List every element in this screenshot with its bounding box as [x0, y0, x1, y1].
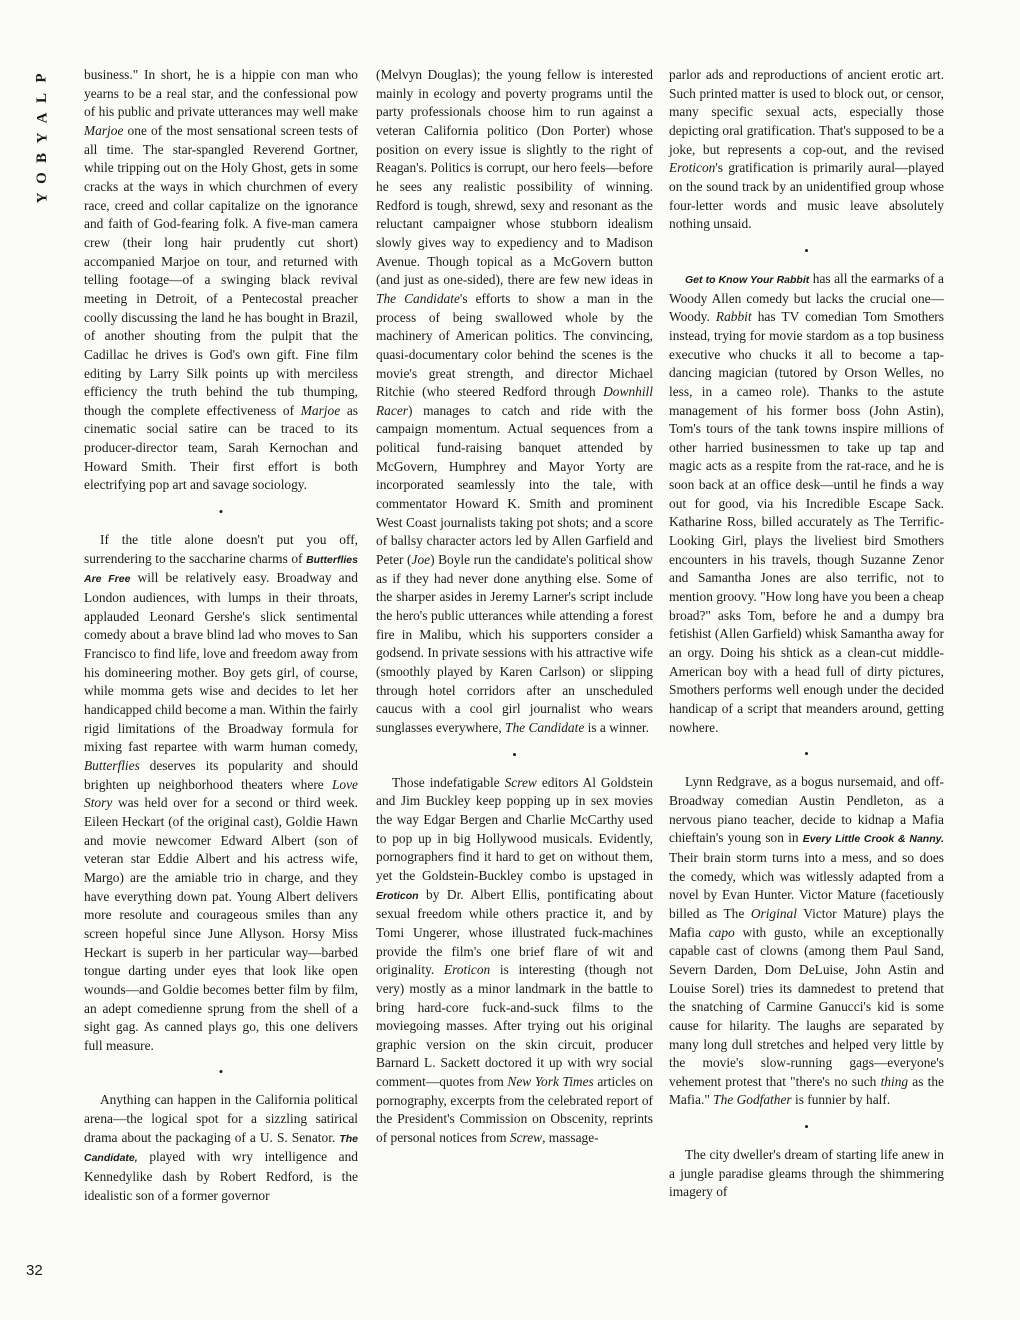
film-title: The Candidate, [84, 1132, 358, 1165]
publication-title: Screw [504, 774, 537, 790]
film-title: Marjoe [300, 402, 341, 418]
film-title: Butterflies [84, 757, 140, 773]
film-title: Marjoe [84, 122, 124, 138]
paragraph-eroticon-review: Those indefatigable Screw editors Al Goldstein and Jim Buckley keep popping up in sex movies the way Edgar Bergen and Charlie McCarthy used to pop up in big Hollywood musicals. Evidently, pornographers find it hard to get on without them, yet the Goldstein-Buckley combo is upstaged in Eroticon by Dr. Albert Ellis, pontificating about sexual freedom while others practice it, and by Tomi Ungerer, whose illustrated fuck-machines provide the film's one brief flare of wit and originality. Eroticon is interesting (though not very) mostly as a minor landmark in the battle to bring hard-core fuck-and-suck films to the moviegoing masses. After trying out his original graphic version on the skin circuit, producer Barnard L. Sackett doctored it up with wry social comment—quotes from New York Times articles on pornography, excerpts from the celebrated report of the President's Commission on Obscenity, reprints of personal notices from Screw, massage- [376, 774, 654, 1146]
masthead-letter: B [33, 152, 50, 164]
film-title: Get to Know Your Rabbit [685, 273, 810, 286]
film-title: Butterflies Are Free [84, 553, 358, 586]
film-title: The Candidate [376, 290, 460, 306]
film-title: Downhill Racer [376, 384, 653, 418]
film-title: Every Little Crook & Nanny. [802, 833, 944, 846]
paragraph-eroticon-continued: parlor ads and reproductions of ancient erotic art. Such printed matter is used to block out, or censor, many specific sexual acts, especially those depicting oral gratification. That's supposed to be a joke, but represents a cop-out, and the revised Eroticon's gratification is primarily aural—played on the sound track by an unidentified group whose four-letter words and music leave absolutely nothing unsaid. [669, 67, 944, 232]
publication-title: New York Times [507, 1074, 594, 1090]
masthead-letter: Y [34, 192, 50, 204]
paragraph-candidate-continued: (Melvyn Douglas); the young fellow is interested mainly in ecology and poverty programs until the party professionals choose him to run against a veteran California politico (Don Porter) whose position on every issue is slightly to the right of Reagan's. Politics is corrupt, our hero feels—before he sees any realistic possibility of winning. Redford is tough, shrewd, sexy and resonant as the reluctant campaigner whose stubborn idealism slowly gives way to expediency and to Madison Avenue. Though topical as a McGovern button (and just as one-sided), there are few new ideas in The Candidate's efforts to show a man in the process of being swallowed whole by the machinery of American politics. The convincing, quasi-documentary color behind the scenes is the movie's great strength, and director Michael Ritchie (who steered Redford through Downhill Racer) manages to catch and ride with the campaign momentum. Actual sequences from a political fund-raising banquet attended by McGovern, Humphrey and Mayor Yorty are incorporated seamlessly into the tale, with commentator Howard K. Smith and prominent West Coast journalists taking pot shots; and a score of ballsy character actors led by Allen Garfield and Peter (Joe) Boyle run the candidate's political show as if they had never done anything else. Some of the sharper asides in Jeremy Larner's script include the hero's public utterances while attending a forest fire in Malibu, which his supporters consider a godsend. In private sessions with his attractive wife (smoothly played by Karen Carlson) or slipping through hotel corridors after an unscheduled caucus with a cool girl journalist who wears sunglasses everywhere, The Candidate is a winner. [376, 67, 653, 735]
film-title: Eroticon [443, 962, 491, 978]
masthead-letter: P [33, 73, 50, 83]
paragraph-rabbit-review: Get to Know Your Rabbit has all the earmarks of a Woody Allen comedy but lacks the crucial one—Woody. Rabbit has TV comedian Tom Smothers instead, trying for movie stardom as a top business executive who chucks it all to become a tap-dancing magician (tutored by Orson Welles, no less, in a cameo role). Thanks to the astute management of his former boss (John Astin), Tom's tours of the tank towns inspire millions of other harried businessmen to take up tap and magic acts as a respite from the rat-race, and he is soon back at an office desk—until he finds a way out for good, via his Incredible Escape Sack. Katharine Ross, billed accurately as The Terrific-Looking Girl, plays the liveliest bird Smothers encounters in his travels, though Suzanne Zenor and Samantha Jones are also terrific, not to mention groovy. "How long have you been a cheap broad?" asks Tom, before he and a dumpy bra fetishist (Allen Garfield) whisk Samantha away for an orgy. Doing his shtick as a clean-cut middle-American boy with a head full of dirty pictures, Smothers performs well enough under the decided handicap of a script that meanders around, getting nowhere. [669, 270, 944, 735]
paragraph-candidate-review: Anything can happen in the California political arena—the logical spot for a sizzling satirical drama about the packaging of a U. S. Senator. The Candidate, played with wry intelligence and Kennedylike dash by Robert Redford, is the idealistic son of a former governor [84, 1092, 358, 1203]
paragraph-jungle-review: The city dweller's dream of starting life anew in a jungle paradise gleams through the shimmering imagery of [669, 1147, 944, 1200]
paragraph-marjoe-review: business." In short, he is a hippie con man who yearns to be a real star, and the confessional pow of his public and private utterances may well make Marjoe one of the most sensational screen tests of all time. The star-spangled Reverend Gortner, while tripping out on the Holy Ghost, gets in some cracks at the ways in which churchmen of every race, creed and collar capitalize on the ignorance and faith of God-fearing folk. A five-man camera crew (their long hair prudently cut short) accompanied Marjoe on tour, and returned with telling footage—of a swinging black revival meeting in Detroit, of a Pentecostal preacher coolly discussing the land he has bought in Brazil, of another shouting from the pulpit that the Cadillac he drives is God's own gift. Fine film editing by Larry Silk points up with merciless efficiency the truth behind the tub thumping, though the complete effectiveness of Marjoe as cinematic social satire can be traced to its producer-director team, Sarah Kernochan and Howard Smith. Their first effort is both electrifying pop art and savage sociology. [84, 67, 358, 493]
section-divider-bullet: • [218, 504, 224, 520]
masthead-letter: Y [34, 132, 50, 144]
film-title: Eroticon [376, 889, 419, 902]
masthead-letter: A [34, 112, 50, 124]
column-1 [84, 66, 358, 1205]
film-title: Eroticon [669, 160, 716, 176]
masthead-letter: L [33, 92, 50, 104]
film-title: The Godfather [713, 1092, 792, 1108]
page-number: 32 [26, 1262, 43, 1279]
publication-title: Screw [509, 1130, 543, 1146]
section-divider-bullet: • [804, 746, 809, 762]
paragraph-butterflies-review: If the title alone doesn't put you off, surrendering to the saccharine charms of Butterflies Are Free will be relatively easy. Broadway and London audiences, with lumps in their throats, applauded Leonard Gershe's slick sentimental comedy about a brave blind lad who moves to San Francisco to find life, love and freedom away from his domineering mother. Boy gets girl, of course, while momma gets wise and decides to let her handicapped child become a man. Within the fairly rigid limitations of the Broadway formula for mixing fast repartee with warm human comedy, Butterflies deserves its popularity and should brighten up neighborhood theaters where Love Story was held over for a second or third week. Eileen Heckart (of the original cast), Goldie Hawn and movie newcomer Edward Albert (son of veteran star Eddie Albert and his actress wife, Margo) are the amiable trio in charge, and they have everything down pat. Young Albert delivers more resolute and courageous smiles than any screen hopeful since June Allyson. Horsy Miss Heckart is superb in her particular way—barbed tongue darting under eyes that look like open wounds—and Goldie becomes better film by film, an adept comedienne sprung from the shell of a sight gag. As canned plays go, this one delivers full measure. [84, 532, 358, 1053]
playboy-masthead [28, 68, 56, 208]
column-3 [669, 66, 944, 1202]
paragraph-nanny-review: Lynn Redgrave, as a bogus nursemaid, and off-Broadway comedian Austin Pendleton, as a nervous piano teacher, decide to kidnap a Mafia chieftain's young son in Every Little Crook & Nanny. Their brain storm turns into a mess, and so does the comedy, which was witlessly adapted from a novel by Evan Hunter. Victor Mature (facetiously billed as The Original Victor Mature) plays the Mafia capo with gusto, while an exceptionally capable cast of clowns (among them Paul Sand, Severn Darden, Dom DeLuise, John Astin and Louise Sorel) tries its damnedest to pretend that the snatching of Carmine Ganucci's kid is some cause for hilarity. The laughs are separated by many long dull stretches and helped very little by the movie's slow-running gags—everyone's vehement protest that "there's no such thing as the Mafia." The Godfather is funnier by half. [669, 774, 945, 1108]
section-divider-bullet: • [804, 242, 809, 258]
film-title: Rabbit [715, 309, 752, 325]
film-title: Love Story [84, 776, 358, 811]
film-title: The Candidate [505, 719, 585, 735]
section-divider-bullet: • [512, 746, 517, 762]
section-divider-bullet: • [804, 1119, 809, 1135]
masthead-letter: O [33, 172, 50, 184]
column-2 [376, 66, 653, 1148]
section-divider-bullet: • [218, 1064, 224, 1080]
